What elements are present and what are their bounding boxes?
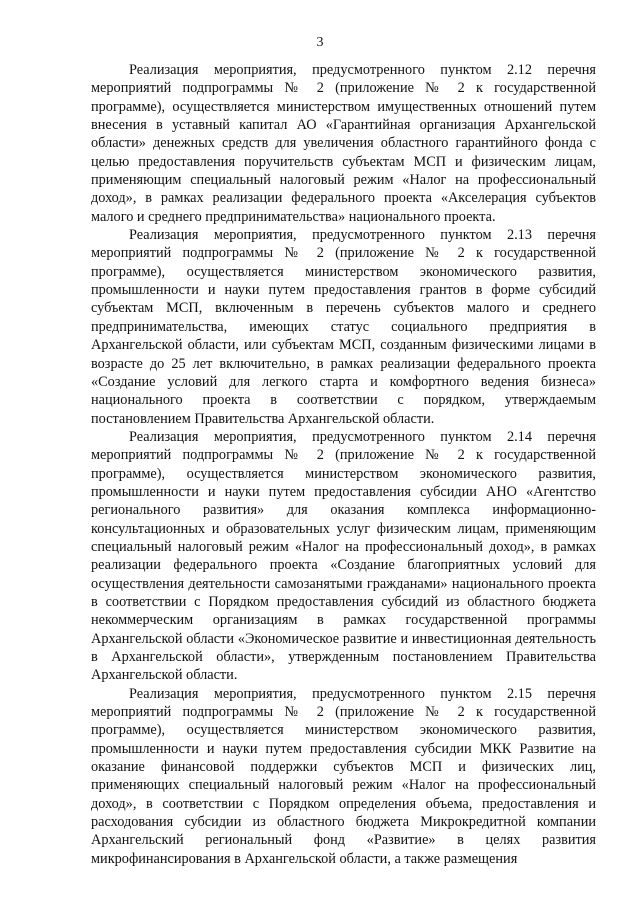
paragraph-item-2-15: Реализация мероприятия, предусмотренного пунктом 2.15 перечня мероприятий подпрограммы № 2 (приложение № 2 к государственной программе), осуществляется министерством экономического развития, промышленности и науки путем предоставления субсидии МКК Развитие на оказание финансовой поддержки субъектов МСП и физических лиц, применяющих специальный налоговый режим «Налог на профессиональный доход», в соответствии с Порядком определения объема, предоставления и расходования субсидии из областного бюджета Микрокредитной компании Архангельский региональный фонд «Развитие» в целях развития микрофинансирования в Архангельской области, а также размещения — [91, 685, 596, 867]
paragraph-item-2-14: Реализация мероприятия, предусмотренного пунктом 2.14 перечня мероприятий подпрограммы № 2 (приложение № 2 к государственной программе), осуществляется министерством экономического развития, промышленности и науки путем предоставления субсидии АНО «Агентство регионального развития» для оказания комплекса информационно-консультационных и образовательных услуг физическим лицам, применяющим специальный налоговый режим «Налог на профессиональный доход», в рамках реализации федерального проекта «Создание благоприятных условий для осуществления деятельности самозанятыми гражданами» национального проекта в соответствии с Порядком предоставления субсидий из областного бюджета некоммерческим организациям в рамках государственной программы Архангельской области «Экономическое развитие и инвестиционная деятельность в Архангельской области», утвержденным постановлением Правительства Архангельской области. — [91, 428, 596, 684]
paragraph-item-2-13: Реализация мероприятия, предусмотренного пунктом 2.13 перечня мероприятий подпрограммы № 2 (приложение № 2 к государственной программе), осуществляется министерством экономического развития, промышленности и науки путем предоставления грантов в форме субсидий субъектам МСП, включенным в перечень субъектов малого и среднего предпринимательства, имеющих статус социального предприятия в Архангельской области, или субъектам МСП, созданным физическими лицами в возрасте до 25 лет включительно, в рамках реализации федерального проекта «Создание условий для легкого старта и комфортного ведения бизнеса» национального проекта в соответствии с порядком, утверждаемым постановлением Правительства Архангельской области. — [91, 227, 596, 427]
paragraph-item-2-12: Реализация мероприятия, предусмотренного пунктом 2.12 перечня мероприятий подпрограммы № 2 (приложение № 2 к государственной программе), осуществляется министерством имущественных отношений путем внесения в уставный капитал АО «Гарантийная организация Архангельской области» денежных средств для увеличения областного гарантийного фонда с целью предоставления поручительств субъектам МСП и физическим лицам, применяющим специальный налоговый режим «Налог на профессиональный доход», в рамках реализации федерального проекта «Акселерация субъектов малого и среднего предпринимательства» национального проекта. — [91, 62, 596, 225]
page-number: 3 — [316, 35, 324, 50]
body-text — [91, 61, 596, 868]
